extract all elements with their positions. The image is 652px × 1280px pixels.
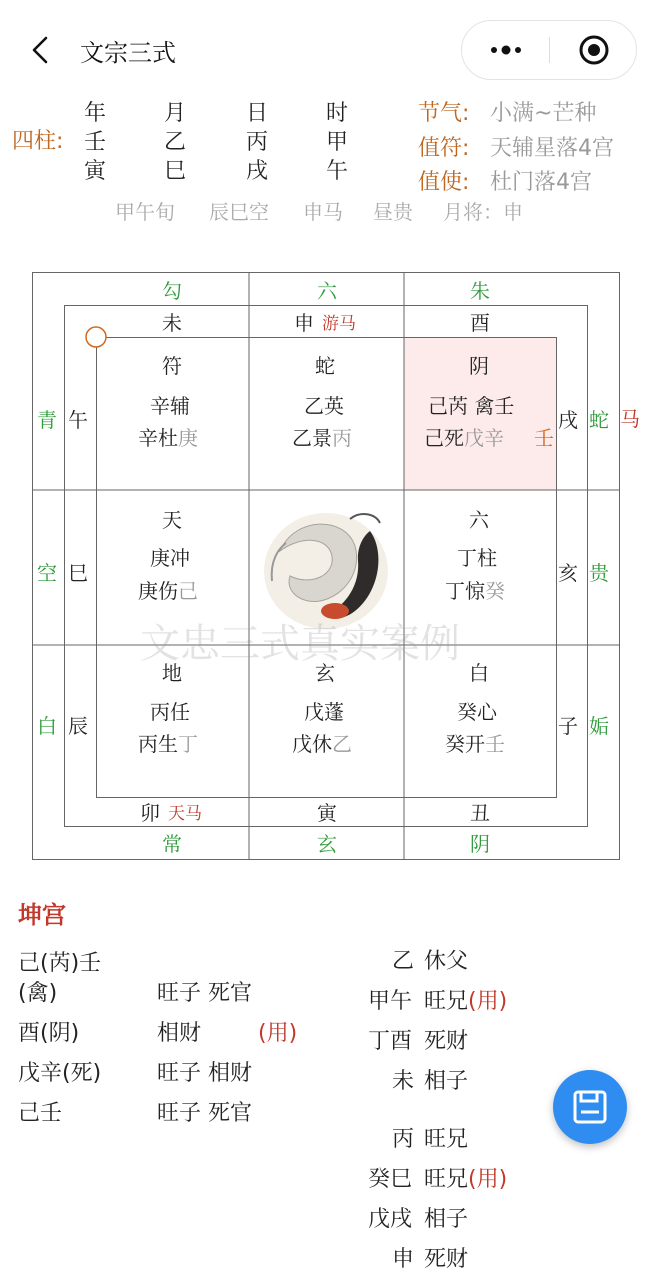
outer-top-mid: 六 (317, 279, 337, 303)
palace-line2: 丙生丁 (138, 732, 198, 756)
palace-line2: 戊休乙 (292, 732, 352, 756)
outer-left-top: 青 (37, 408, 57, 432)
palace-god: 天 (162, 508, 182, 532)
palace-line1: 庚冲 (150, 546, 190, 570)
save-icon (553, 1070, 627, 1144)
palace-god: 白 (469, 661, 489, 685)
palace-god: 蛇 (315, 354, 335, 378)
pillar-stem-year: 壬 (84, 130, 107, 155)
detail-right-row-6: 癸巳 (368, 1167, 413, 1192)
palace-line1: 癸心 (457, 700, 497, 724)
branch-right-bottom: 子 (558, 714, 578, 738)
tianma-tag: 天马 (168, 804, 202, 824)
detail-left-row-2-value: 相财 (157, 1021, 202, 1046)
outer-top-left: 勾 (162, 279, 182, 303)
outer-right-top: 蛇 (589, 408, 609, 432)
branch-right-mid: 亥 (558, 561, 578, 585)
outer-bottom-right: 阴 (470, 832, 490, 856)
outer-right-mid: 贵 (589, 561, 609, 585)
pillar-stem-month: 乙 (164, 130, 187, 155)
branch-right-top: 戌 (558, 408, 578, 432)
page-title: 文宗三式 (80, 39, 176, 67)
watermark-text: 文忠三式真实案例 (140, 621, 460, 667)
detail-left-row-1a: 己(芮)壬 (18, 951, 102, 976)
yuejiang-text: 月将：申 (443, 200, 523, 224)
detail-right-row-7: 戊戌 (368, 1207, 413, 1232)
pillar-header-year: 年 (84, 101, 107, 126)
branch-top-right: 酉 (470, 311, 490, 335)
save-button[interactable] (553, 1070, 627, 1144)
pillar-stem-day: 丙 (246, 130, 269, 155)
branch-bottom-left: 卯 (140, 801, 160, 825)
palace-line2: 辛杜庚 (138, 426, 198, 450)
detail-right-row-7-value: 相子 (424, 1207, 469, 1232)
outer-left-mid: 空 (37, 561, 57, 585)
detail-right-row-5-value: 旺兄 (424, 1127, 469, 1152)
pillar-branch-hour: 午 (326, 159, 349, 184)
detail-right-row-1-value: 休父 (424, 949, 469, 974)
outer-right-ma: 马 (620, 407, 640, 431)
pillar-branch-day: 戌 (246, 159, 269, 184)
pillar-header-month: 月 (164, 101, 187, 126)
detail-right-row-2: 甲午 (368, 989, 413, 1014)
zhishi-label: 值使: (418, 170, 470, 195)
detail-right-row-4-value: 相子 (424, 1069, 469, 1094)
palace-god: 地 (162, 661, 182, 685)
palace-line2: 丁惊癸 (445, 579, 505, 603)
outer-right-bottom: 姤 (589, 714, 609, 738)
palace-god: 玄 (315, 661, 335, 685)
detail-left-row-4: 己壬 (18, 1101, 63, 1126)
palace-line1: 己芮 禽壬 (428, 394, 515, 418)
kong-text: 辰巳空 (209, 200, 269, 224)
palace-extra: 壬 (534, 426, 554, 450)
detail-left-row-1-value: 旺子 死官 (157, 981, 252, 1006)
branch-left-bottom: 辰 (68, 714, 88, 738)
more-dots-icon[interactable] (488, 39, 524, 61)
palace-line2: 癸开壬 (445, 732, 505, 756)
branch-top-left: 未 (162, 311, 182, 335)
pillar-stem-hour: 甲 (326, 130, 349, 155)
back-button[interactable] (22, 30, 62, 70)
zhifu-value: 天辅星落4宫 (490, 136, 614, 161)
palace-line1: 丁柱 (457, 546, 497, 570)
palace-line1: 乙英 (304, 394, 344, 418)
detail-left-row-4-value: 旺子 死官 (157, 1101, 252, 1126)
gui-text: 昼贵 (373, 200, 413, 224)
palace-detail-title: 坤宫 (18, 901, 66, 929)
pillar-header-day: 日 (246, 101, 269, 126)
palace-god: 阴 (469, 354, 489, 378)
palace-line2: 庚伤己 (138, 579, 198, 603)
palace-line2: 己死戊辛 (424, 426, 504, 450)
outer-top-right: 朱 (470, 279, 490, 303)
detail-left-row-3-value: 旺子 相财 (157, 1061, 252, 1086)
palace-line2: 乙景丙 (292, 426, 352, 450)
palace-line1: 辛辅 (150, 394, 190, 418)
detail-left-row-3: 戊辛(死) (18, 1061, 102, 1086)
detail-right-row-8-value: 死财 (424, 1247, 469, 1272)
pillar-branch-month: 巳 (164, 159, 187, 184)
detail-right-row-5: 丙 (392, 1127, 415, 1152)
capsule-divider (549, 37, 550, 63)
outer-bottom-mid: 玄 (317, 832, 337, 856)
qimen-board (32, 272, 620, 860)
jieqi-value: 小满~芒种 (490, 101, 597, 126)
detail-left-row-2: 酉(阴) (18, 1021, 80, 1046)
jieqi-label: 节气: (418, 101, 470, 126)
pillar-branch-year: 寅 (84, 159, 107, 184)
ma-text: 申马 (303, 200, 343, 224)
zhishi-value: 杜门落4宫 (490, 170, 592, 195)
branch-left-top: 午 (68, 408, 88, 432)
detail-right-row-3: 丁酉 (368, 1029, 413, 1054)
outer-bottom-left: 常 (162, 832, 182, 856)
target-icon[interactable] (578, 34, 610, 66)
xun-text: 甲午旬 (115, 200, 175, 224)
pillars-label: 四柱: (12, 129, 64, 154)
detail-left-row-1b: (禽) (18, 981, 58, 1006)
detail-right-row-3-value: 死财 (424, 1029, 469, 1054)
branch-bottom-right: 丑 (470, 801, 490, 825)
palace-line1: 丙任 (150, 700, 190, 724)
branch-left-mid: 巳 (68, 561, 88, 585)
detail-right-row-1: 乙 (392, 949, 415, 974)
detail-right-row-2-value: 旺兄(用) (424, 989, 508, 1014)
chevron-left-icon (22, 30, 62, 70)
menu-capsule (461, 20, 637, 80)
detail-right-row-4: 未 (392, 1069, 415, 1094)
branch-bottom-mid: 寅 (317, 801, 337, 825)
detail-right-row-8: 申 (392, 1247, 415, 1272)
palace-line1: 戊蓬 (304, 700, 344, 724)
zhifu-label: 值符: (418, 136, 470, 161)
youma-tag: 游马 (322, 314, 356, 334)
branch-top-mid: 申 (294, 311, 314, 335)
palace-god: 符 (162, 354, 182, 378)
detail-left-row-2-use: (用) (258, 1021, 298, 1046)
outer-left-bottom: 白 (37, 714, 57, 738)
detail-right-row-6-value: 旺兄(用) (424, 1167, 508, 1192)
pillar-header-hour: 时 (326, 101, 349, 126)
palace-god: 六 (469, 508, 489, 532)
